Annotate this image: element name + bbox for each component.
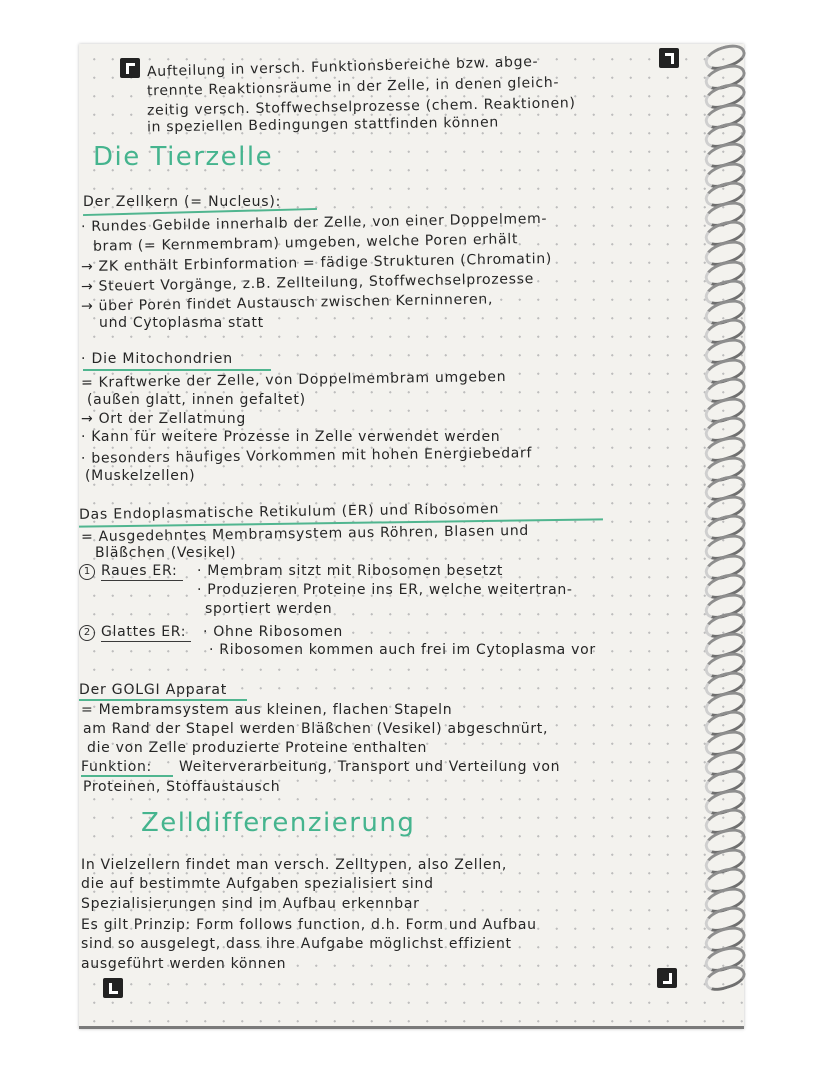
zellkern-line-1: · Rundes Gebilde innerhalb der Zelle, von einer Doppelmem- xyxy=(80,210,548,236)
zellkern-line-6: und Cytoplasma statt xyxy=(99,315,264,331)
er-heading: Das Endoplasmatische Retikulum (ER) und Ribosomen xyxy=(79,501,500,523)
zelldiff-line-6: ausgeführt werden können xyxy=(81,956,287,972)
glattes-er-label: Glattes ER: xyxy=(101,624,187,640)
zelldiff-line-2: die auf bestimmte Aufgaben spezialisiert sind xyxy=(81,876,434,892)
glattes-er-line-1: · Ohne Ribosomen xyxy=(203,624,343,640)
raues-er-line-2: · Produzieren Proteine ins ER, welche weitertran- xyxy=(197,582,573,598)
golgi-line-2: am Rand der Stapel werden Bläßchen (Vesikel) abgeschnürt, xyxy=(83,721,549,737)
corner-bookmark-icon xyxy=(103,978,123,998)
zellkern-line-2: bram (= Kernmembram) umgeben, welche Poren erhält xyxy=(92,231,519,255)
golgi-line-1: = Membramsystem aus kleinen, flachen Stapeln xyxy=(81,702,453,718)
intro-line-1: Aufteilung in versch. Funktionsbereiche bzw. abge- xyxy=(146,53,539,81)
golgi-funktion-underline xyxy=(81,775,173,777)
corner-bookmark-icon xyxy=(120,58,140,78)
er-line-1: = Ausgedehntes Membramsystem aus Röhren, Blasen und xyxy=(80,522,530,546)
mitochondrien-line-4: · Kann für weitere Prozesse in Zelle verwendet werden xyxy=(81,429,501,445)
mitochondrien-underline xyxy=(83,369,271,371)
er-line-2: Bläßchen (Vesikel) xyxy=(95,545,237,561)
glattes-er-line-2: · Ribosomen kommen auch frei im Cytoplasma vor xyxy=(209,642,596,658)
intro-line-2: trennte Reaktionsräume in der Zelle, in denen gleich- xyxy=(146,74,560,100)
zellkern-heading: Der Zellkern (= Nucleus): xyxy=(83,194,282,210)
raues-er-number xyxy=(79,564,95,580)
zelldiff-line-5: sind so ausgelegt, dass ihre Aufgabe möglichst effizient xyxy=(81,936,512,952)
glattes-er-number xyxy=(79,625,95,641)
spiral-binding-icon xyxy=(704,40,748,1005)
notebook-page xyxy=(79,44,744,1029)
raues-er-line-1: · Membram sitzt mit Ribosomen besetzt xyxy=(197,563,504,579)
zellkern-line-4: → Steuert Vorgänge, z.B. Zellteilung, Stoffwechselprozesse xyxy=(80,271,535,295)
zelldiff-line-1: In Vielzellern findet man versch. Zelltypen, also Zellen, xyxy=(81,857,508,873)
corner-bookmark-icon xyxy=(659,48,679,68)
zelldiff-line-3: Spezialisierungen sind im Aufbau erkennbar xyxy=(81,896,420,912)
raues-er-number-text: 1 xyxy=(83,566,91,577)
golgi-heading: Der GOLGI Apparat xyxy=(79,682,228,698)
title-tierzelle: Die Tierzelle xyxy=(93,142,274,172)
raues-er-underline xyxy=(101,580,183,581)
mitochondrien-line-6: (Muskelzellen) xyxy=(85,468,196,484)
corner-bookmark-icon xyxy=(657,968,677,988)
zellkern-line-3: → ZK enthält Erbinformation = fädige Strukturen (Chromatin) xyxy=(80,250,553,276)
mitochondrien-heading: · Die Mitochondrien xyxy=(81,351,233,367)
raues-er-label: Raues ER: xyxy=(101,563,178,579)
title-zelldifferenzierung: Zelldifferenzierung xyxy=(141,808,416,838)
zelldiff-line-4: Es gilt Prinzip: Form follows function, d.h. Form und Aufbau xyxy=(81,917,537,933)
intro-line-3: zeitig versch. Stoffwechselprozesse (chem. Reaktionen) xyxy=(146,95,576,119)
golgi-funktion-label: Funktion: xyxy=(81,759,152,775)
mitochondrien-line-1: = Kraftwerke der Zelle, von Doppelmembram umgeben xyxy=(80,369,507,391)
raues-er-line-3: sportiert werden xyxy=(205,601,333,617)
golgi-line-3: die von Zelle produzierte Proteine enthalten xyxy=(87,740,428,756)
mitochondrien-line-2: (außen glatt, innen gefaltet) xyxy=(87,392,306,408)
intro-line-4: in speziellen Bedingungen stattfinden können xyxy=(146,114,500,136)
mitochondrien-line-3: → Ort der Zellatmung xyxy=(81,411,246,427)
golgi-line-5: Proteinen, Stoffaustausch xyxy=(83,779,281,795)
glattes-er-number-text: 2 xyxy=(83,627,91,638)
zellkern-line-5: → über Poren findet Austausch zwischen Kerninneren, xyxy=(80,291,494,315)
mitochondrien-line-5: · besonders häufiges Vorkommen mit hohen Energiebedarf xyxy=(80,445,533,467)
golgi-funktion-text: Weiterverarbeitung, Transport und Verteilung von xyxy=(179,759,561,775)
glattes-er-underline xyxy=(101,641,191,642)
